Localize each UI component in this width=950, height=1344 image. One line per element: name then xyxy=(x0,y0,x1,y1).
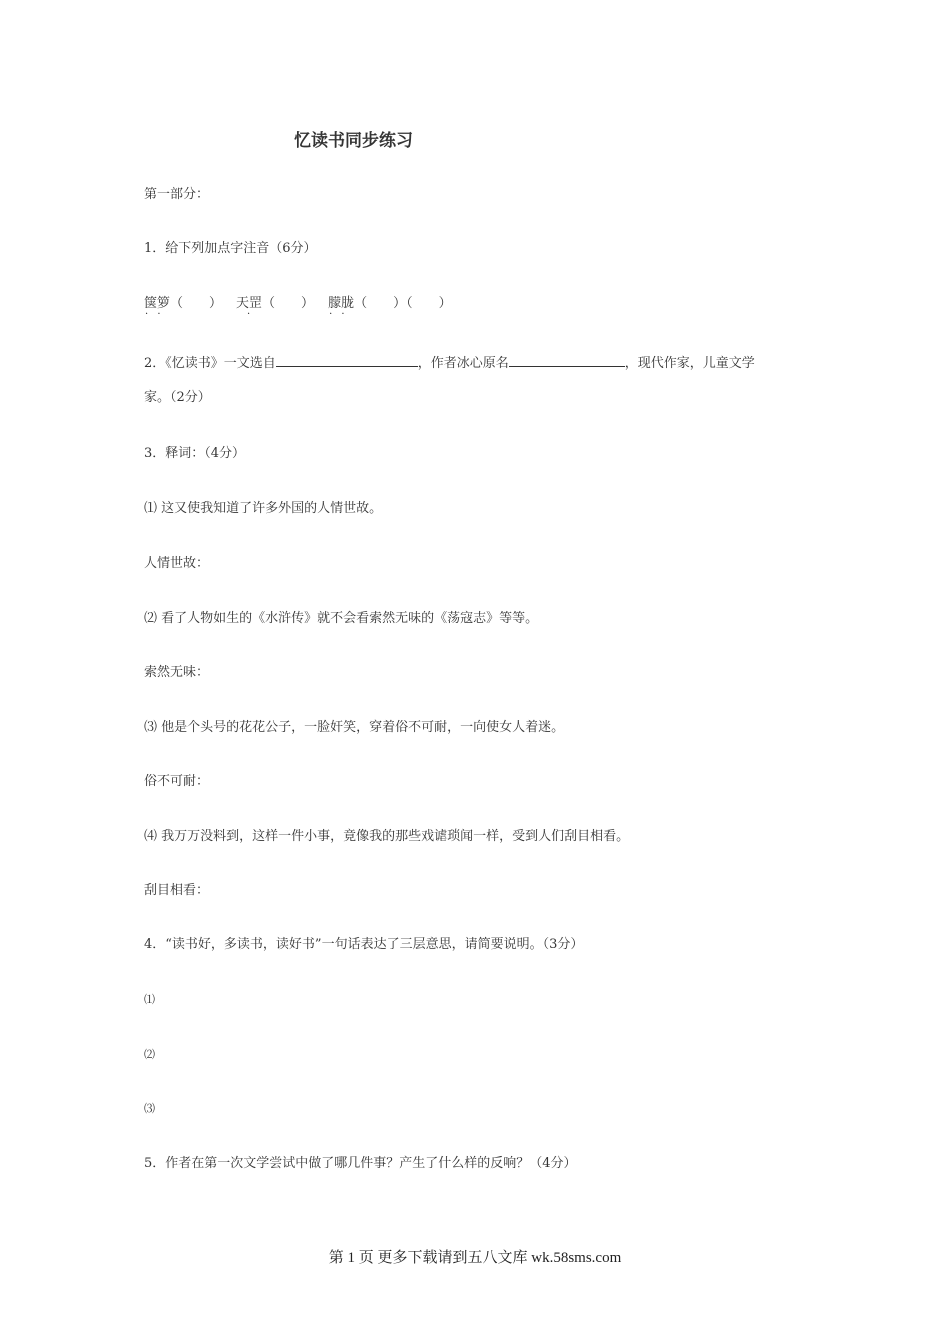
question-2 xyxy=(144,353,755,372)
question-3-sentence-3: ⑶ 他是个头号的花花公子，一脸奸笑，穿着俗不可耐，一向使女人着迷。 xyxy=(144,720,565,735)
question-2-part-b: ，作者冰心原名 xyxy=(417,356,509,371)
question-3-term-4: 刮目相看： xyxy=(144,883,210,898)
pinyin-blank-1: （ ） xyxy=(170,296,223,311)
question-1-words xyxy=(144,296,452,312)
question-2-part-a: 2．《忆读书》一文选自 xyxy=(144,356,276,371)
question-4-answer-1: ⑴ xyxy=(144,993,155,1006)
word-2: 天罡 xyxy=(236,296,263,311)
answer-blank-name[interactable] xyxy=(509,353,625,367)
page-footer: 第 1 页 更多下载请到五八文库 wk.58sms.com xyxy=(328,1250,622,1266)
word-1: 箧箩 · · xyxy=(144,296,170,312)
answer-blank-source[interactable] xyxy=(276,353,418,367)
question-5: 5．作者在第一次文学尝试中做了哪几件事？产生了什么样的反响？（4分） xyxy=(144,1156,577,1171)
question-3: 3．释词：（4分） xyxy=(144,446,246,461)
pinyin-blank-3: （ ）（ ） xyxy=(354,296,452,311)
question-3-sentence-4: ⑷ 我万万没料到，这样一件小事，竟像我的那些戏谑琐闻一样，受到人们刮目相看。 xyxy=(144,829,630,844)
part-heading: 第一部分： xyxy=(144,187,210,202)
question-2-continued: 家。（2分） xyxy=(144,390,211,405)
question-4-answer-2: ⑵ xyxy=(144,1048,155,1061)
question-3-term-3: 俗不可耐： xyxy=(144,774,210,789)
question-3-sentence-1: ⑴ 这又使我知道了许多外国的人情世故。 xyxy=(144,501,383,516)
word-3: 朦胧 · · xyxy=(328,296,354,312)
question-4: 4．“读书好，多读书，读好书”一句话表达了三层意思，请简要说明。（3分） xyxy=(144,937,584,952)
question-2-part-c: ，现代作家，儿童文学 xyxy=(624,356,755,371)
question-4-answer-3: ⑶ xyxy=(144,1102,155,1115)
page-title: 忆读书同步练习 xyxy=(294,131,413,151)
question-3-term-2: 索然无味： xyxy=(144,665,210,680)
pinyin-blank-2: （ ） xyxy=(262,296,315,311)
question-3-sentence-2: ⑵ 看了人物如生的《水浒传》就不会看索然无味的《荡寇志》等等。 xyxy=(144,611,539,626)
question-3-term-1: 人情世故： xyxy=(144,556,210,571)
question-1: 1．给下列加点字注音（6分） xyxy=(144,241,317,256)
